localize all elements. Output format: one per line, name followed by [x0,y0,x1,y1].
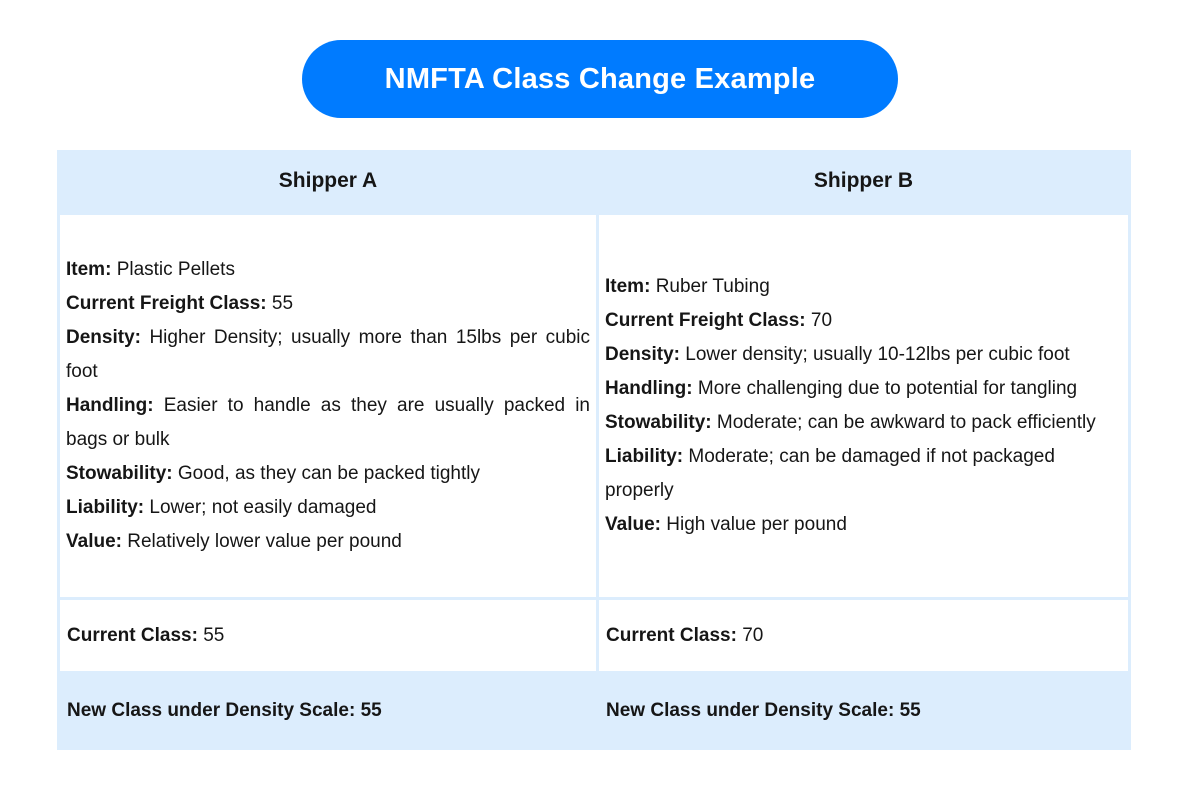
detail-label: Handling: [66,395,154,416]
detail-value: Ruber Tubing [655,276,770,297]
new-class-row [606,700,921,722]
detail-row-item [605,270,1122,304]
detail-value: 70 [810,310,833,331]
detail-row-density [605,338,1122,372]
current-class-row [606,625,763,647]
shipper-a-current-class-cell [60,600,596,671]
current-class-row [67,625,224,647]
detail-label: Density: [605,344,680,365]
detail-row-value [605,508,1122,542]
detail-value: Easier to handle as they are usually packed in bags or bulk [66,395,590,450]
current-class-value: 55 [203,624,225,646]
detail-label: Liability: [605,446,684,467]
detail-value: Moderate; can be awkward to pack efficiently [716,412,1096,433]
detail-value: 55 [271,293,294,314]
detail-label: Liability: [66,497,145,518]
detail-label: Current Freight Class: [605,310,806,331]
detail-label: Item: [605,276,651,297]
detail-value: Higher Density; usually more than 15lbs per cubic foot [66,327,590,382]
detail-value: Lower; not easily damaged [149,497,377,518]
new-class-value: 55 [360,699,382,721]
current-class-label: Current Class: [606,624,737,646]
detail-label: Item: [66,259,112,280]
column-header-shipper-a: Shipper A [278,169,378,192]
detail-row-value [66,525,590,559]
detail-row-current-freight-class [66,287,590,321]
new-class-row [67,700,382,722]
detail-value: Plastic Pellets [116,259,235,280]
detail-label: Current Freight Class: [66,293,267,314]
detail-row-handling [66,389,590,457]
shipper-b-details-cell [599,215,1128,597]
detail-label: Value: [66,531,122,552]
detail-label: Stowability: [66,463,173,484]
detail-label: Stowability: [605,412,712,433]
detail-row-item [66,253,590,287]
detail-value: High value per pound [666,514,847,535]
detail-row-handling [605,372,1122,406]
detail-row-density [66,321,590,389]
current-class-label: Current Class: [67,624,198,646]
title-banner [302,40,898,118]
comparison-table [57,150,1131,750]
detail-value: More challenging due to potential for tangling [697,378,1078,399]
shipper-a-details-cell [60,215,596,597]
detail-row-stowability [66,457,590,491]
shipper-b-current-class-cell [599,600,1128,671]
detail-value: Relatively lower value per pound [127,531,402,552]
current-class-value: 70 [742,624,764,646]
detail-label: Handling: [605,378,693,399]
detail-row-current-freight-class [605,304,1122,338]
detail-row-liability [605,440,1122,508]
detail-label: Density: [66,327,141,348]
detail-row-stowability [605,406,1122,440]
detail-label: Value: [605,514,661,535]
detail-value: Moderate; can be damaged if not packaged properly [605,446,1055,501]
page-title: NMFTA Class Change Example [384,62,816,95]
shipper-b-new-class-cell [599,674,1128,747]
detail-row-liability [66,491,590,525]
column-header-shipper-b: Shipper B [813,169,914,192]
detail-value: Good, as they can be packed tightly [177,463,480,484]
new-class-value: 55 [899,699,921,721]
shipper-a-new-class-cell [60,674,596,747]
new-class-label: New Class under Density Scale: [67,699,356,721]
new-class-label: New Class under Density Scale: [606,699,895,721]
detail-value: Lower density; usually 10-12lbs per cubic foot [685,344,1070,365]
